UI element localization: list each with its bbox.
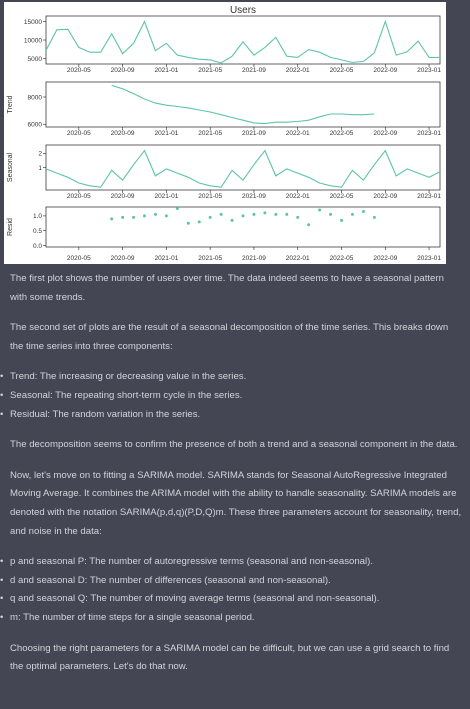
scatter-point — [329, 213, 332, 216]
x-tick-label: 2020-05 — [66, 255, 91, 262]
scatter-point — [351, 213, 354, 216]
scatter-point — [263, 211, 266, 214]
message-paragraph-5: Choosing the right parameters for a SARIMA model can be difficult, but we can use a grid search to find the optimal parameters. Let's do that now. — [10, 642, 450, 673]
x-tick-label: 2021-09 — [242, 67, 266, 74]
scatter-point — [209, 216, 212, 219]
x-tick-label: 2020-05 — [66, 193, 91, 200]
x-tick-label: 2021-01 — [154, 193, 179, 200]
list-item: • Trend: The increasing or decreasing value in the series. — [10, 368, 462, 387]
x-tick-label: 2022-01 — [285, 255, 310, 262]
y-axis-label: Seasonal — [7, 152, 14, 183]
scatter-point — [187, 222, 190, 225]
x-tick-label: 2022-01 — [285, 193, 310, 200]
scatter-point — [340, 219, 343, 222]
y-tick-label: 6000 — [27, 121, 42, 129]
scatter-point — [285, 213, 288, 216]
y-tick-label: 0.5 — [32, 228, 42, 236]
decomposition-figure — [4, 2, 446, 264]
scatter-point — [296, 216, 299, 219]
message-paragraph-2: The second set of plots are the result of a seasonal decomposition of the time series. This breaks down the time series into three components: — [10, 322, 449, 352]
x-tick-label: 2021-01 — [154, 67, 179, 74]
scatter-point — [176, 207, 179, 210]
assistant-message — [10, 270, 462, 689]
scatter-point — [307, 223, 310, 226]
scatter-point — [154, 213, 157, 216]
x-tick-label: 2021-09 — [242, 255, 266, 262]
x-tick-label: 2022-09 — [373, 130, 398, 137]
scatter-point — [121, 216, 124, 219]
y-tick-label: 1.0 — [32, 213, 42, 221]
message-paragraph-4: Now, let's move on to fitting a SARIMA model. SARIMA stands for Seasonal AutoRegressive Integrated Moving Average. It combines the ARIMA model with the ability to handle seasonality. SARIMA models are denoted with the notation SARIMA(p,d,q)(P,D,Q)m. These three parameters account for seasonality, trend, and noise in the data: — [10, 469, 462, 537]
scatter-point — [132, 216, 135, 219]
y-tick-label: 0.0 — [32, 242, 42, 250]
scatter-point — [165, 214, 168, 217]
list-item: • Seasonal: The repeating short-term cycle in the series. — [10, 387, 462, 406]
x-tick-label: 2020-09 — [110, 193, 135, 200]
y-tick-label: 8000 — [27, 94, 42, 102]
panel-users — [24, 5, 441, 74]
x-tick-label: 2022-05 — [329, 193, 354, 200]
x-tick-label: 2022-09 — [373, 255, 398, 262]
y-tick-label: 10000 — [23, 37, 42, 45]
components-list — [10, 368, 462, 424]
list-item: • Residual: The random variation in the series. — [10, 406, 462, 425]
series-line — [46, 151, 440, 188]
x-tick-label: 2021-05 — [198, 255, 223, 262]
y-tick-label: 5000 — [27, 55, 42, 63]
x-tick-label: 2020-09 — [110, 67, 135, 74]
x-tick-label: 2022-01 — [285, 67, 310, 74]
scatter-point — [373, 216, 376, 219]
x-tick-label: 2022-05 — [329, 67, 354, 74]
panel-trend — [7, 82, 441, 137]
x-tick-label: 2022-05 — [329, 130, 354, 137]
list-item: • p and seasonal P: The number of autoregressive terms (seasonal and non-seasonal). — [10, 553, 462, 572]
x-tick-label: 2023-01 — [417, 193, 441, 200]
scatter-point — [198, 220, 201, 223]
decomposition-plot — [4, 2, 446, 264]
x-tick-label: 2022-05 — [329, 255, 354, 262]
x-tick-label: 2020-05 — [66, 67, 91, 74]
scatter-point — [252, 213, 255, 216]
axes-frame — [46, 145, 440, 190]
scatter-point — [318, 208, 321, 211]
list-item: • m: The number of time steps for a single seasonal period. — [10, 609, 462, 628]
x-tick-label: 2021-05 — [198, 130, 223, 137]
list-item: • q and seasonal Q: The number of moving average terms (seasonal and non-seasonal). — [10, 590, 462, 609]
message-paragraph-3: The decomposition seems to confirm the presence of both a trend and a seasonal component in the data. — [10, 439, 458, 451]
x-tick-label: 2021-01 — [154, 130, 179, 137]
axes-frame — [46, 16, 440, 64]
x-tick-label: 2023-01 — [417, 255, 441, 262]
y-axis-label: Trend — [7, 95, 14, 114]
y-tick-label: 1 — [38, 164, 42, 172]
x-tick-label: 2020-05 — [66, 130, 91, 137]
panel-resid — [7, 207, 441, 262]
list-item: • d and seasonal D: The number of differences (seasonal and non-seasonal). — [10, 572, 462, 591]
scatter-point — [242, 214, 245, 217]
axes-frame — [46, 207, 440, 247]
scatter-point — [110, 217, 113, 220]
panel-seasonal — [7, 145, 441, 200]
x-tick-label: 2020-09 — [110, 255, 135, 262]
y-tick-label: 15000 — [23, 18, 42, 26]
x-tick-label: 2021-05 — [198, 67, 223, 74]
series-line — [46, 22, 440, 63]
x-tick-label: 2021-09 — [242, 193, 266, 200]
x-tick-label: 2021-01 — [154, 255, 179, 262]
y-axis-label: Resid — [7, 218, 14, 236]
x-tick-label: 2021-05 — [198, 193, 223, 200]
chart-title: Users — [229, 5, 257, 16]
scatter-point — [231, 219, 234, 222]
scatter-point — [362, 210, 365, 213]
parameters-list — [10, 553, 462, 627]
x-tick-label: 2022-09 — [373, 193, 398, 200]
x-tick-label: 2020-09 — [110, 130, 135, 137]
scatter-point — [274, 213, 277, 216]
x-tick-label: 2022-01 — [285, 130, 310, 137]
scatter-point — [143, 214, 146, 217]
x-tick-label: 2022-09 — [373, 67, 398, 74]
x-tick-label: 2023-01 — [417, 67, 441, 74]
x-tick-label: 2023-01 — [417, 130, 441, 137]
y-tick-label: 2 — [38, 150, 42, 158]
series-line — [112, 85, 375, 123]
x-tick-label: 2021-09 — [242, 130, 266, 137]
message-paragraph-1: The first plot shows the number of users over time. The data indeed seems to have a seasonal pattern with some trends. — [10, 273, 444, 303]
scatter-point — [220, 213, 223, 216]
